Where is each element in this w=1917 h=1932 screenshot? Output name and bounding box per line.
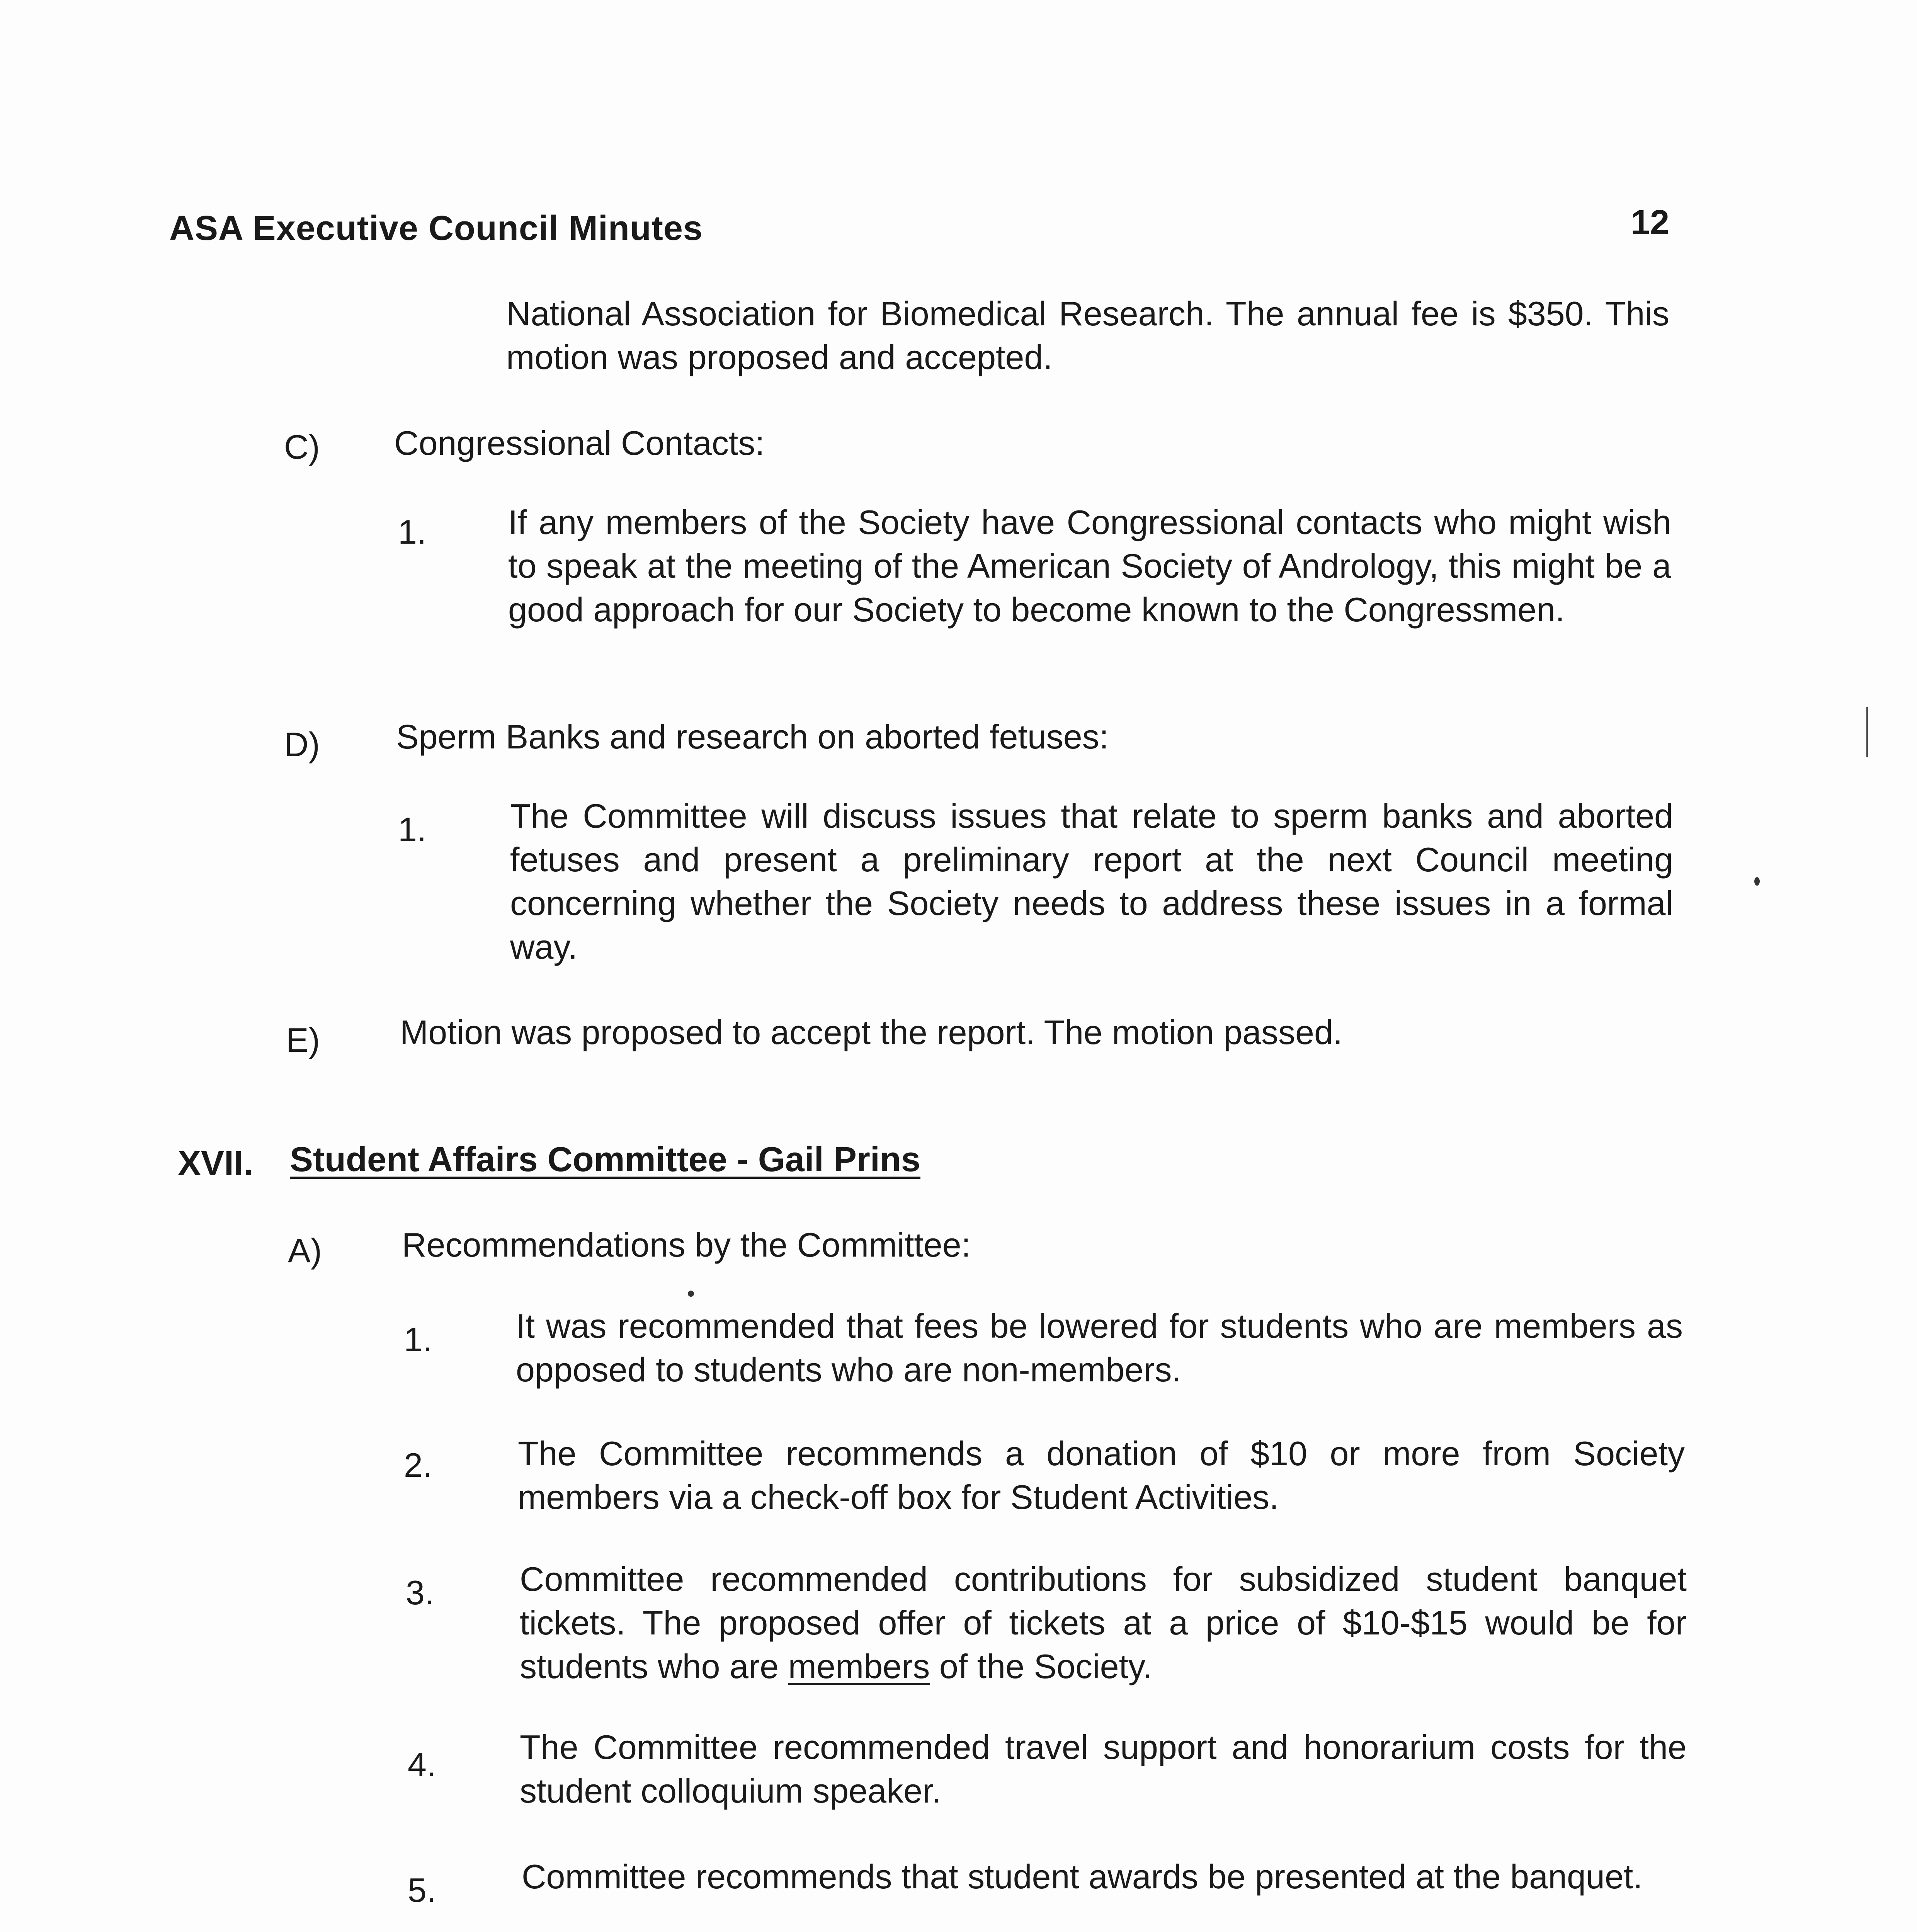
item-d-letter: D) — [284, 725, 320, 764]
item-a-heading: Recommendations by the Committee: — [402, 1226, 971, 1264]
recommendation-4-number: 4. — [408, 1745, 436, 1784]
item-e-text: Motion was proposed to accept the report. The motion passed. — [400, 1013, 1343, 1051]
recommendation-3-text-before: Committee recommended contributions for subsidized student banquet tickets. The proposed offer of tickets at a price of $10-$15 would be for students who are — [520, 1560, 1687, 1685]
recommendation-3-text-after: of the Society. — [930, 1647, 1152, 1685]
item-c-heading: Congressional Contacts: — [394, 424, 765, 462]
document-header-title: ASA Executive Council Minutes — [169, 209, 703, 248]
recommendation-2-text: The Committee recommends a donation of $10 or more from Society members via a check-off box for Student Activities. — [518, 1434, 1685, 1516]
item-c-sub-1-text: If any members of the Society have Congressional contacts who might wish to speak at the meeting of the American Society of Andrology, this might be a good approach for our Society to become known to the Congressmen. — [508, 503, 1671, 629]
recommendation-3-text — [520, 1557, 1687, 1688]
item-d-sub-1-number: 1. — [398, 810, 427, 849]
recommendation-1-number: 1. — [404, 1320, 432, 1359]
recommendation-3-number: 3. — [406, 1573, 434, 1612]
recommendation-1-text: It was recommended that fees be lowered for students who are members as opposed to students who are non-members. — [516, 1307, 1683, 1389]
continuation-paragraph: National Association for Biomedical Research. The annual fee is $350. This motion was proposed and accepted. — [506, 294, 1669, 376]
item-a-letter: A) — [288, 1231, 322, 1270]
item-d-heading: Sperm Banks and research on aborted fetuses: — [396, 718, 1109, 756]
recommendation-2-number: 2. — [404, 1446, 432, 1484]
section-number: XVII. — [178, 1144, 253, 1183]
section-title: Student Affairs Committee - Gail Prins — [290, 1140, 920, 1179]
recommendation-3-underlined-word: members — [788, 1647, 930, 1685]
item-d-sub-1-text: The Committee will discuss issues that relate to sperm banks and aborted fetuses and present a preliminary report at the next Council meeting concerning whether the Society needs to address these issues in a formal way. — [510, 797, 1673, 966]
recommendation-5-number: 5. — [408, 1871, 436, 1909]
scan-speck — [688, 1291, 694, 1297]
scan-speck — [1754, 877, 1760, 886]
item-e-letter: E) — [286, 1021, 320, 1059]
recommendation-4-text: The Committee recommended travel support and honorarium costs for the student colloquium speaker. — [520, 1728, 1687, 1810]
item-c-letter: C) — [284, 428, 320, 466]
scan-edge-mark — [1866, 707, 1868, 757]
page-number: 12 — [1631, 203, 1670, 242]
recommendation-5-text: Committee recommends that student awards be presented at the banquet. — [522, 1857, 1643, 1896]
item-c-sub-1-number: 1. — [398, 513, 427, 551]
